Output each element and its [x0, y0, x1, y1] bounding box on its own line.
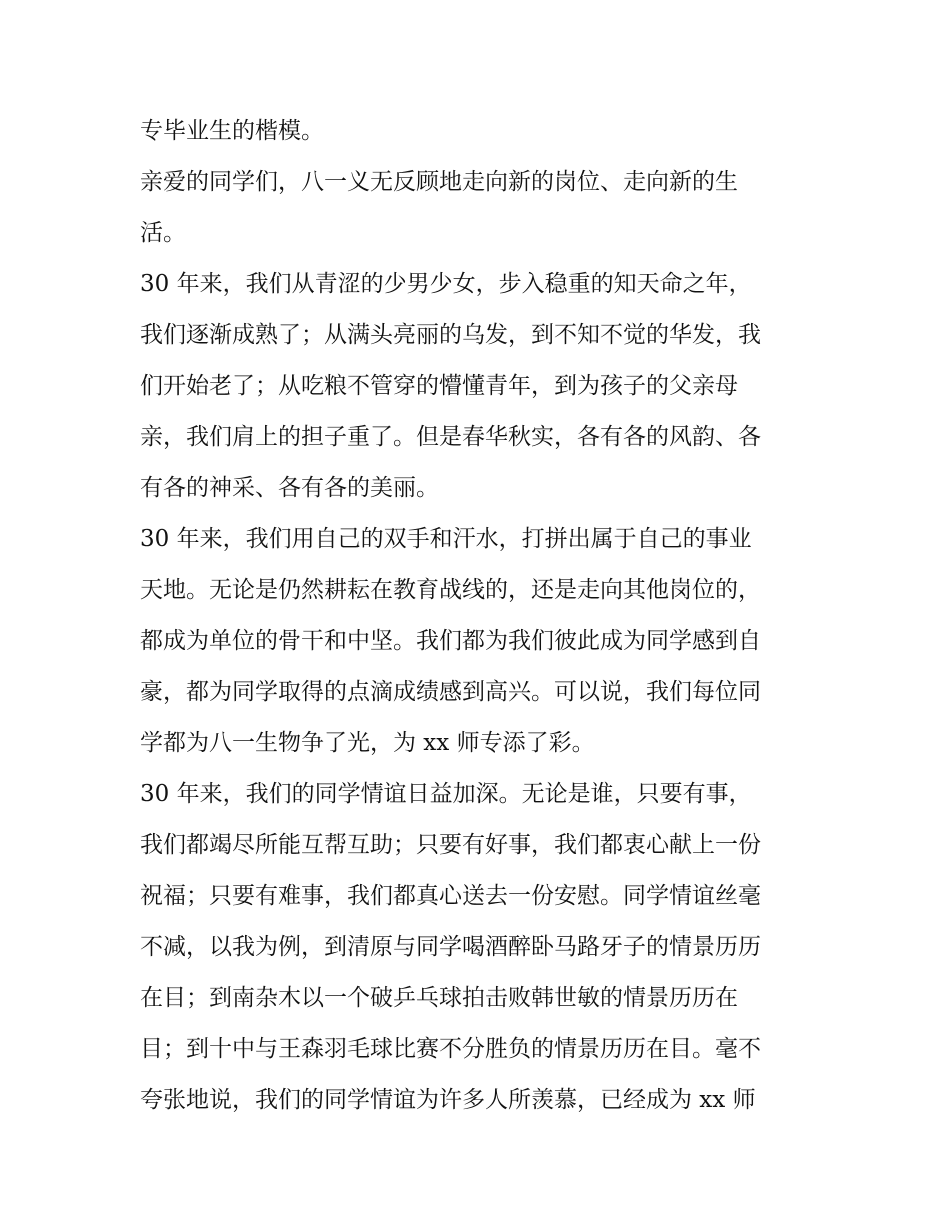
text-line: 30 年来，我们的同学情谊日益加深。无论是谁，只要有事，	[140, 781, 752, 807]
text-line: 们开始老了；从吃粮不管穿的懵懂青年，到为孩子的父亲母	[140, 373, 738, 399]
text-line: 目；到十中与王森羽毛球比赛不分胜负的情景历历在目。毫不	[140, 1036, 761, 1062]
text-line: 亲，我们肩上的担子重了。但是春华秋实，各有各的风韵、各	[140, 424, 761, 450]
text-line: 天地。无论是仍然耕耘在教育战线的，还是走向其他岗位的，	[140, 577, 761, 603]
text-line: 30 年来，我们用自己的双手和汗水，打拼出属于自己的事业	[140, 526, 752, 552]
text-line: 夸张地说，我们的同学情谊为许多人所羡慕，已经成为 xx 师	[140, 1087, 756, 1113]
text-line: 专毕业生的楷模。	[140, 118, 324, 144]
document-body	[140, 106, 820, 1126]
text-line: 活。	[140, 220, 186, 246]
text-line: 有各的神采、各有各的美丽。	[140, 475, 439, 501]
text-line: 不减，以我为例，到清原与同学喝酒醉卧马路牙子的情景历历	[140, 934, 761, 960]
text-line: 都成为单位的骨干和中坚。我们都为我们彼此成为同学感到自	[140, 628, 761, 654]
text-line: 豪，都为同学取得的点滴成绩感到高兴。可以说，我们每位同	[140, 679, 761, 705]
text-line: 学都为八一生物争了光，为 xx 师专添了彩。	[140, 730, 595, 756]
text-line: 我们都竭尽所能互帮互助；只要有好事，我们都衷心献上一份	[140, 832, 761, 858]
text-line: 我们逐渐成熟了；从满头亮丽的乌发，到不知不觉的华发，我	[140, 322, 761, 348]
text-line: 在目；到南杂木以一个破乒乓球拍击败韩世敏的情景历历在	[140, 985, 738, 1011]
text-line: 祝福；只要有难事，我们都真心送去一份安慰。同学情谊丝毫	[140, 883, 761, 909]
text-line: 亲爱的同学们，八一义无反顾地走向新的岗位、走向新的生	[140, 169, 738, 195]
text-line: 30 年来，我们从青涩的少男少女，步入稳重的知天命之年，	[140, 271, 752, 297]
